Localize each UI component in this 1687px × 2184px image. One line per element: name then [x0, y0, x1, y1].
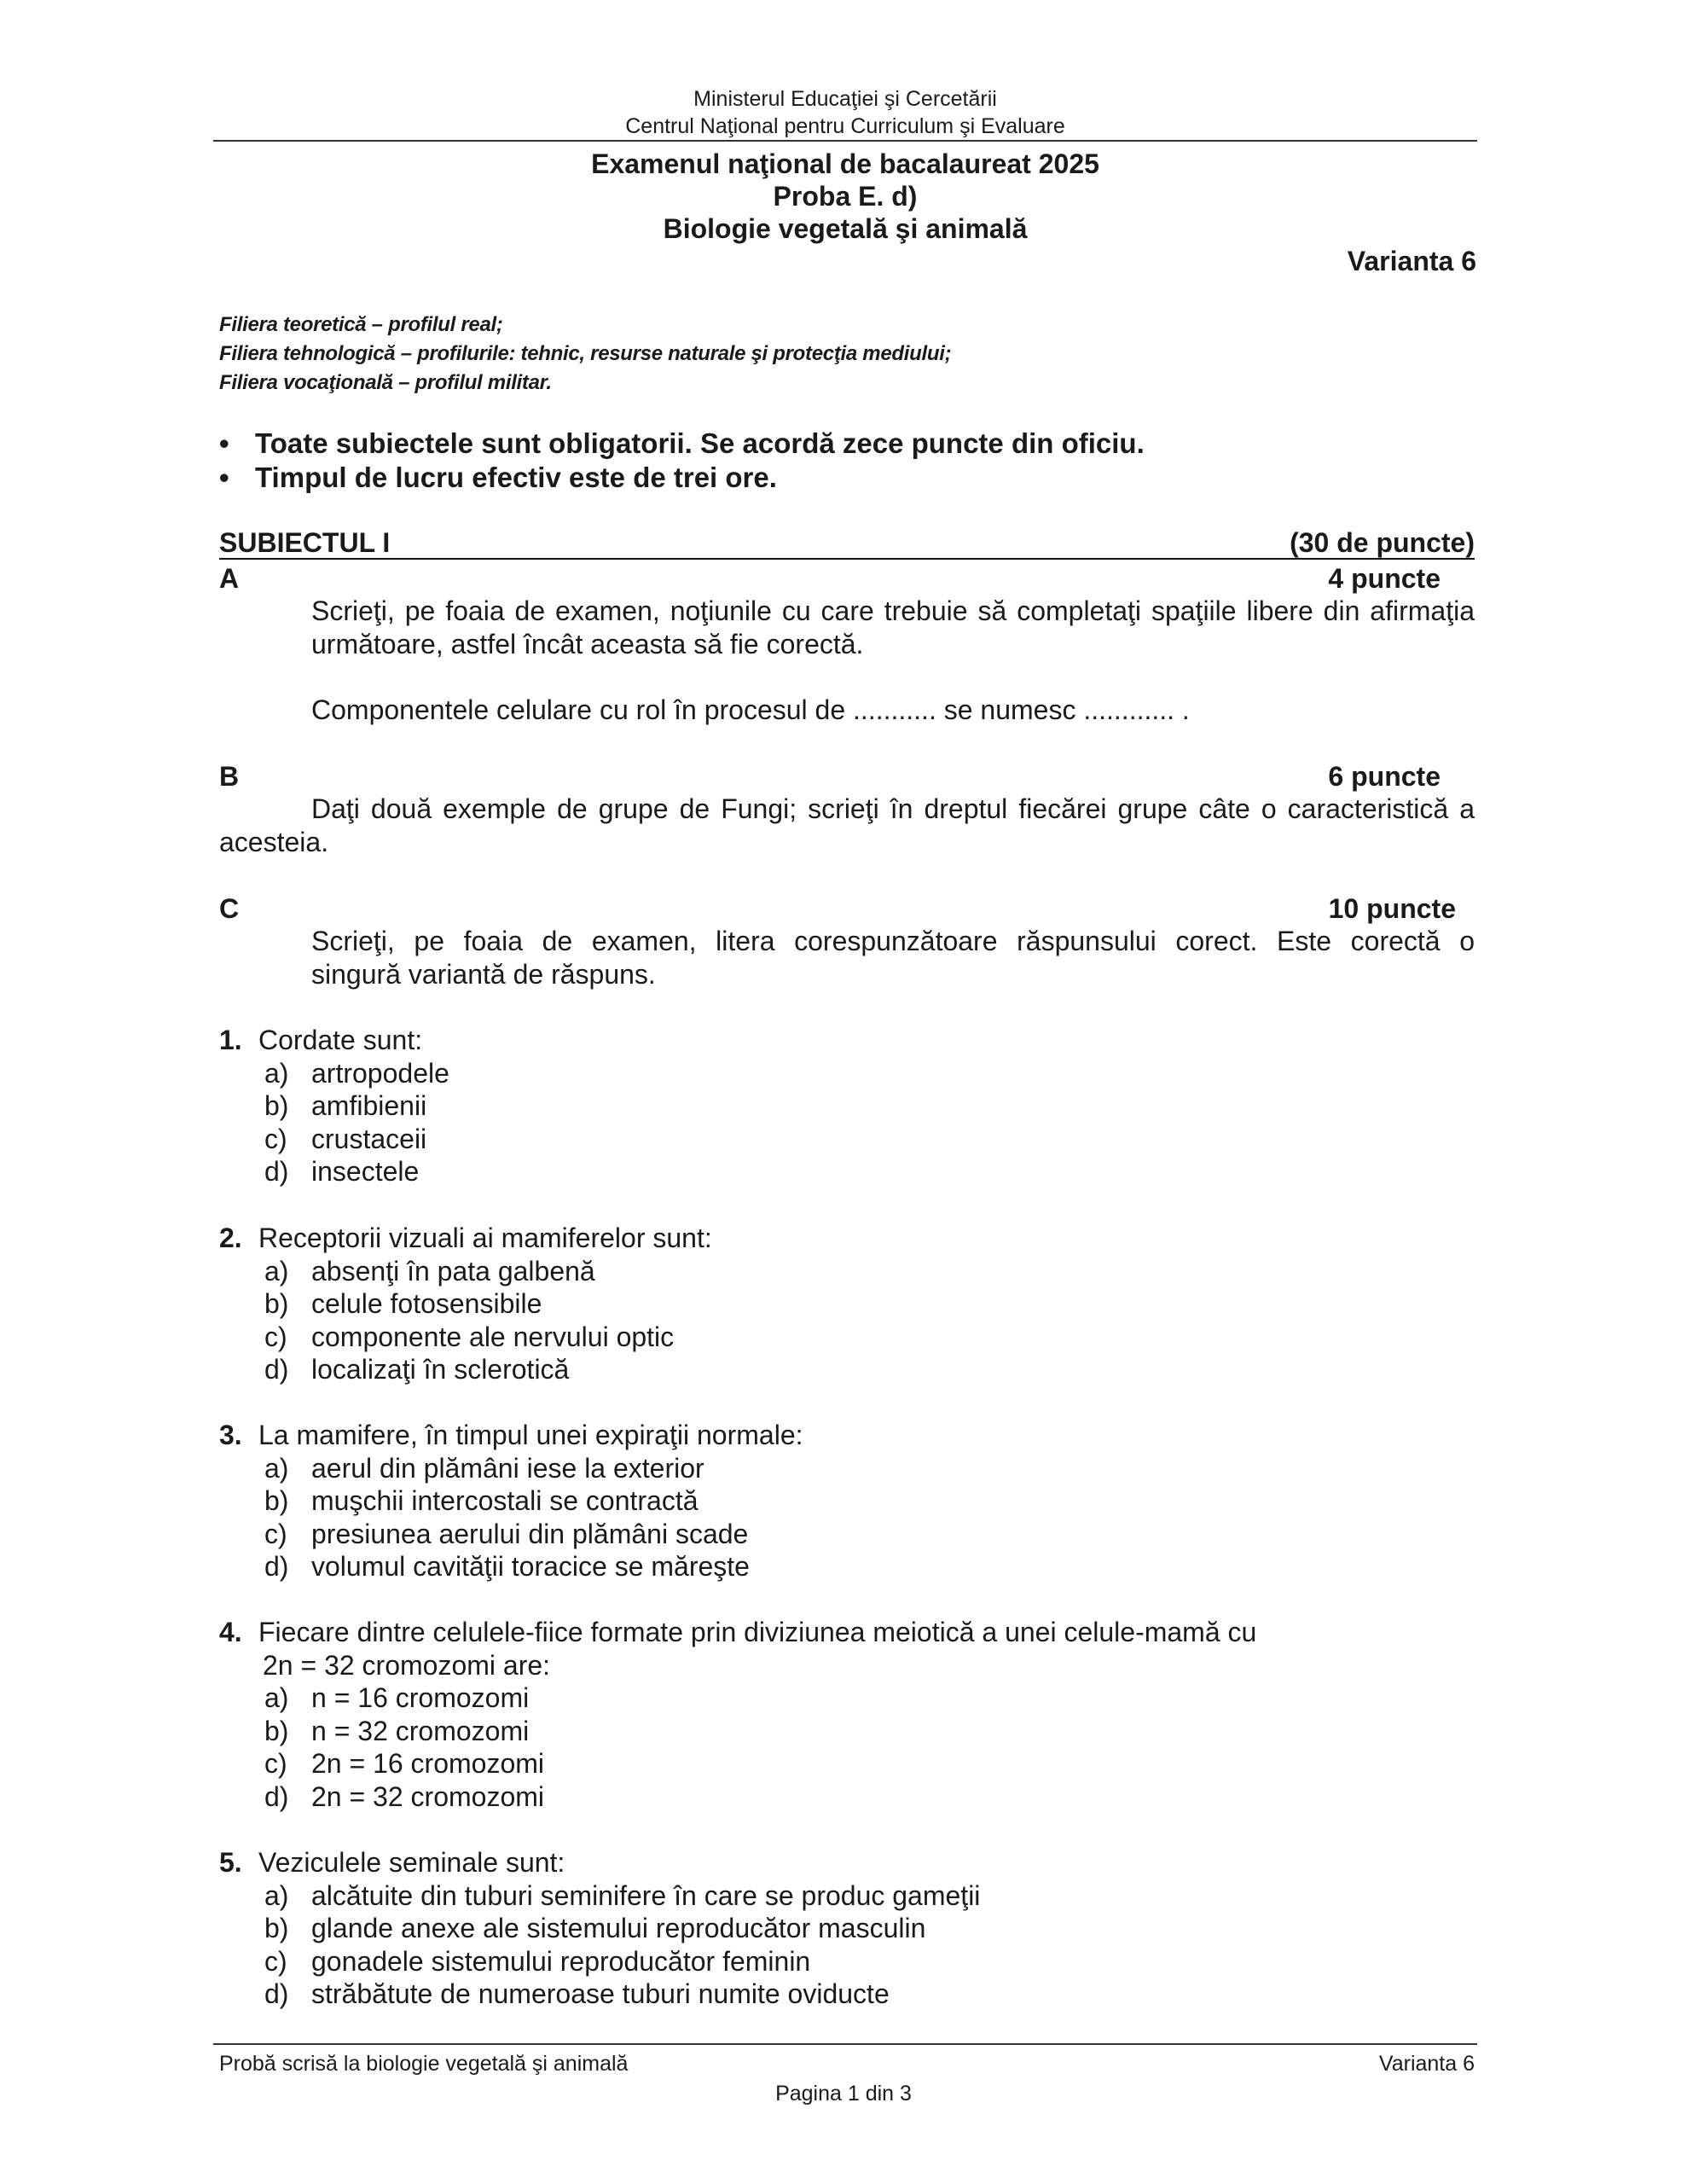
answer-option — [219, 1287, 1413, 1321]
footer-divider — [213, 2043, 1477, 2045]
option-text: insectele — [311, 1156, 420, 1187]
question-text: Fiecare dintre celulele-fiice formate prin diviziunea meiotică a unei celule-mamă cu — [258, 1617, 1257, 1647]
answer-option — [219, 1123, 1413, 1156]
option-letter: c) — [264, 1518, 287, 1549]
option-text: componente ale nervului optic — [311, 1321, 675, 1352]
ministry-name: Ministerul Educaţiei şi Cercetării — [693, 87, 997, 111]
question-number: 4. — [219, 1617, 242, 1647]
answer-option — [219, 1550, 1413, 1583]
exam-title: Examenul naţional de bacalaureat 2025 — [591, 148, 1099, 179]
option-text: 2n = 16 cromozomi — [311, 1748, 545, 1779]
filiera-item: Filiera vocaţională – profilul militar. — [219, 371, 552, 394]
answer-option — [219, 1747, 1413, 1780]
answer-option — [219, 1912, 1413, 1945]
rule-text: Timpul de lucru efectiv este de trei ore. — [255, 462, 777, 493]
section-a-statement: Componentele celulare cu rol în procesul de ........... se numesc ............ . — [311, 694, 1190, 725]
option-letter: a) — [264, 1255, 289, 1287]
option-letter: b) — [264, 1485, 289, 1516]
section-a-letter: A — [219, 563, 240, 594]
option-text: gonadele sistemului reproducător feminin — [311, 1945, 811, 1977]
answer-option — [219, 1518, 1413, 1551]
answer-option — [219, 1353, 1413, 1386]
section-c-letter: C — [219, 893, 240, 924]
question-text-cont: 2n = 32 cromozomi are: — [263, 1649, 551, 1681]
option-letter: b) — [264, 1913, 289, 1943]
answer-option — [219, 1155, 1413, 1188]
exam-rules — [219, 427, 1145, 495]
answer-option — [219, 1484, 1413, 1518]
subiect-points: (30 de puncte) — [1290, 527, 1475, 558]
page-number: Pagina 1 din 3 — [775, 2082, 912, 2106]
subiect-label: SUBIECTUL I — [219, 527, 391, 558]
question-number: 3. — [219, 1420, 242, 1450]
question-number: 1. — [219, 1025, 242, 1055]
option-text: presiunea aerului din plămâni scade — [311, 1518, 749, 1549]
answer-option — [219, 1321, 1413, 1354]
section-a-points: 4 puncte — [1328, 563, 1441, 594]
filiera-item: Filiera teoretică – profilul real; — [219, 313, 503, 336]
option-text: glande anexe ale sistemului reproducător masculin — [311, 1913, 926, 1943]
option-letter: c) — [264, 1321, 287, 1352]
option-letter: a) — [264, 1682, 289, 1713]
section-b-text: Daţi două exemple de grupe de Fungi; scrieţi în dreptul fiecărei grupe câte o caracteristică a — [311, 793, 1475, 824]
question-text: Cordate sunt: — [258, 1025, 423, 1055]
option-text: absenţi în pata galbenă — [311, 1255, 595, 1287]
footer-left: Probă scrisă la biologie vegetală şi animală — [219, 2052, 629, 2076]
option-text: muşchii intercostali se contractă — [311, 1485, 699, 1516]
option-letter: d) — [264, 1156, 289, 1187]
footer-right: Varianta 6 — [1378, 2052, 1475, 2076]
proba-title: Proba E. d) — [773, 181, 918, 212]
section-b-letter: B — [219, 761, 240, 792]
question-number: 5. — [219, 1847, 242, 1878]
option-letter: d) — [264, 1551, 289, 1582]
question-number: 2. — [219, 1223, 242, 1253]
answer-option — [219, 1978, 1413, 2011]
bullet-icon: • — [219, 427, 229, 459]
section-b-points: 6 puncte — [1328, 761, 1441, 792]
option-letter: d) — [264, 1978, 289, 2009]
question-5 — [219, 1846, 1413, 2011]
option-text: localizaţi în sclerotică — [311, 1354, 570, 1385]
option-letter: c) — [264, 1748, 287, 1779]
option-text: celule fotosensibile — [311, 1288, 542, 1319]
option-letter: c) — [264, 1945, 287, 1977]
option-letter: b) — [264, 1090, 289, 1121]
option-text: alcătuite din tuburi seminifere în care se produc gameţii — [311, 1879, 981, 1911]
answer-option — [219, 1057, 1413, 1090]
variant-label: Varianta 6 — [1347, 246, 1476, 276]
option-text: crustaceii — [311, 1123, 427, 1154]
subject-title: Biologie vegetală şi animală — [663, 213, 1028, 244]
section-c-instruction-cont: singură variantă de răspuns. — [311, 959, 656, 990]
answer-option — [219, 1879, 1413, 1913]
bullet-icon: • — [219, 462, 229, 493]
section-b-text-cont: acesteia. — [219, 827, 329, 857]
option-text: n = 32 cromozomi — [311, 1715, 530, 1746]
rule-text: Toate subiectele sunt obligatorii. Se acordă zece puncte din oficiu. — [255, 427, 1145, 459]
section-a-instruction-cont: următoare, astfel încât aceasta să fie corectă. — [311, 629, 864, 659]
option-text: aerul din plămâni iese la exterior — [311, 1452, 704, 1484]
option-letter: d) — [264, 1354, 289, 1385]
option-letter: a) — [264, 1879, 289, 1911]
answer-option — [219, 1715, 1413, 1748]
option-text: volumul cavităţii toracice se măreşte — [311, 1551, 750, 1582]
question-3 — [219, 1419, 1413, 1583]
option-text: n = 16 cromozomi — [311, 1682, 530, 1713]
question-text: La mamifere, în timpul unei expiraţii normale: — [258, 1420, 803, 1450]
rule-item — [219, 427, 1145, 461]
answer-option — [219, 1682, 1413, 1715]
option-letter: b) — [264, 1715, 289, 1746]
option-letter: c) — [264, 1123, 287, 1154]
section-a-instruction: Scrieţi, pe foaia de examen, noţiunile cu care trebuie să completaţi spaţiile libere din afirmaţia — [311, 595, 1475, 626]
filiere-list — [219, 311, 951, 398]
center-name: Centrul Naţional pentru Curriculum şi Evaluare — [625, 114, 1065, 138]
question-text: Receptorii vizuali ai mamiferelor sunt: — [258, 1223, 712, 1253]
option-letter: a) — [264, 1452, 289, 1484]
option-text: 2n = 32 cromozomi — [311, 1780, 545, 1812]
section-c-instruction: Scrieţi, pe foaia de examen, litera corespunzătoare răspunsului corect. Este corectă o — [311, 926, 1475, 956]
question-4 — [219, 1616, 1413, 1813]
answer-option — [219, 1452, 1413, 1485]
rule-item — [219, 461, 1145, 495]
option-letter: b) — [264, 1288, 289, 1319]
answer-option — [219, 1255, 1413, 1288]
option-text: străbătute de numeroase tuburi numite oviducte — [311, 1978, 890, 2009]
option-letter: d) — [264, 1780, 289, 1812]
section-c-points: 10 puncte — [1328, 893, 1456, 924]
question-1 — [219, 1024, 1413, 1188]
subiect-heading — [219, 527, 1475, 560]
header-divider — [213, 140, 1477, 142]
answer-option — [219, 1945, 1413, 1978]
question-2 — [219, 1222, 1413, 1386]
answer-option — [219, 1780, 1413, 1814]
option-text: artropodele — [311, 1057, 449, 1089]
option-text: amfibienii — [311, 1090, 427, 1121]
answer-option — [219, 1089, 1413, 1123]
option-letter: a) — [264, 1057, 289, 1089]
question-text: Veziculele seminale sunt: — [258, 1847, 565, 1878]
filiera-item: Filiera tehnologică – profilurile: tehnic, resurse naturale şi protecţia mediului; — [219, 342, 952, 365]
